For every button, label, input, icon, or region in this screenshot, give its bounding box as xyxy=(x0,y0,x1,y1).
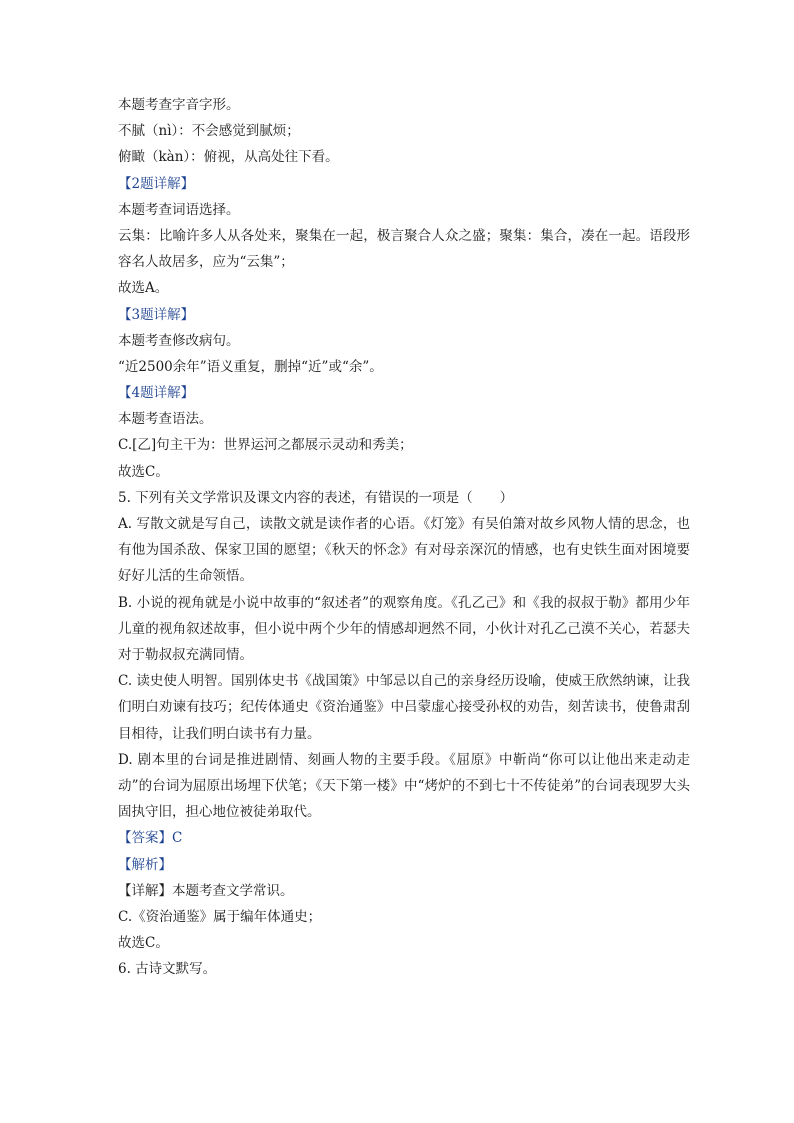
text-line: “近2500余年”语义重复，删掉“近”或“余”。 xyxy=(118,358,383,375)
section-heading: 【答案】C xyxy=(118,830,183,847)
text-line: C.《资治通鉴》属于编年体通史； xyxy=(118,909,322,926)
text-line: C.[乙]句主干为：世界运河之都展示灵动和秀美； xyxy=(118,437,413,454)
text-line: 5. 下列有关文学常识及课文内容的表述，有错误的一项是（ ） xyxy=(118,489,514,506)
text-line: B. 小说的视角就是小说中故事的“叙述者”的观察角度。《孔乙己》和《我的叔叔于勒》都用少年儿童的视角叙述故事，但小说中两个少年的情感却迥然不同，小伙计对孔乙己漠不关心，若瑟夫对于勒叔叔充满同情。 xyxy=(118,594,690,664)
text-line: A. 写散文就是写自己，读散文就是读作者的心语。《灯笼》有吴伯箫对故乡风物人情的思念，也有他为国杀敌、保家卫国的愿望；《秋天的怀念》有对母亲深沉的情感，也有史铁生面对困境要好好儿活的生命领悟。 xyxy=(118,516,690,585)
document-body xyxy=(118,92,690,983)
section-heading: 【解析】 xyxy=(118,856,172,873)
text-line: 故选A。 xyxy=(118,280,169,297)
text-line: 本题考查词语选择。 xyxy=(118,201,240,218)
text-line: 6. 古诗文默写。 xyxy=(118,961,217,978)
text-line: D. 剧本里的台词是推进剧情、刻画人物的主要手段。《屈原》中靳尚“你可以让他出来走动走动”的台词为屈原出场埋下伏笔；《天下第一楼》中“烤炉的不到七十不传徒弟”的台词表现罗大头固执守旧，担心地位被徒弟取代。 xyxy=(118,751,690,821)
text-line: 本题考查语法。 xyxy=(118,411,213,428)
text-line: 俯瞰（kàn）：俯视，从高处往下看。 xyxy=(118,149,339,166)
text-line: C. 读史使人明智。国别体史书《战国策》中邹忌以自己的亲身经历设喻，使威王欣然纳谏，让我们明白劝谏有技巧；纪传体通史《资治通鉴》中吕蒙虚心接受孙权的劝告，刻苦读书，使鲁肃刮目相待，让我们明白读书有力量。 xyxy=(118,673,690,742)
text-line: 本题考查字音字形。 xyxy=(118,97,240,113)
text-line: 【详解】本题考查文学常识。 xyxy=(118,882,294,899)
text-line: 故选C。 xyxy=(118,935,169,952)
section-heading: 【2题详解】 xyxy=(118,175,195,192)
text-line: 不腻（nì）：不会感觉到腻烦； xyxy=(118,123,300,140)
section-heading: 【3题详解】 xyxy=(118,306,195,323)
text-line: 本题考查修改病句。 xyxy=(118,332,240,349)
text-line: 云集：比喻许多人从各处来，聚集在一起，极言聚合人众之盛；聚集：集合，凑在一起。语段形容名人故居多，应为“云集”； xyxy=(118,227,690,271)
text-line: 故选C。 xyxy=(118,463,169,480)
section-heading: 【4题详解】 xyxy=(118,385,195,402)
